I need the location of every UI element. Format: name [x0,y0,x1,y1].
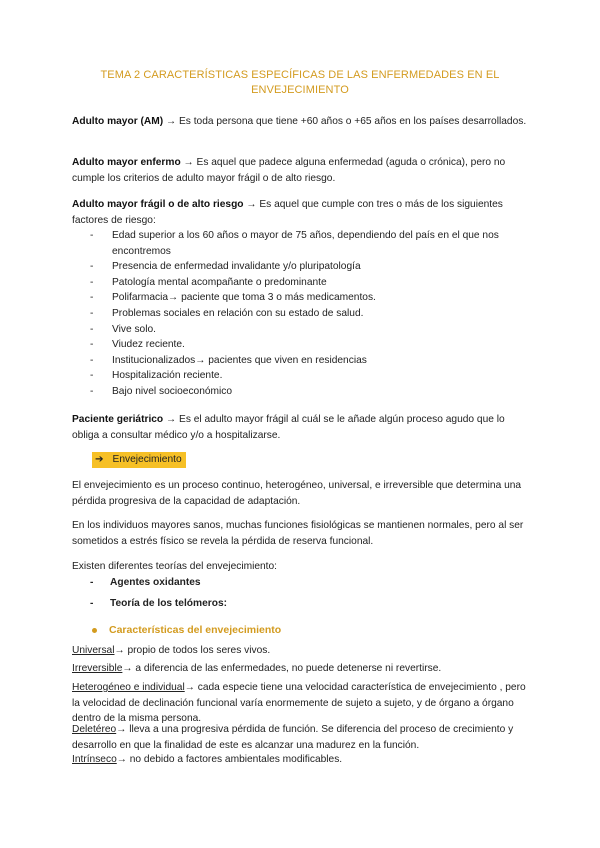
characteristic-universal [72,643,532,659]
section-heading-caracteristicas [92,624,281,636]
theory-label: Agentes oxidantes [110,577,201,588]
characteristic-intrinseco [72,752,532,768]
characteristic-text: → no debido a factores ambientales modificables. [116,754,343,765]
paragraph-teorias: Existen diferentes teorías del envejecimiento: [72,561,277,572]
term: Intrínseco [72,754,117,765]
theory-label: Teoría de los telómeros: [110,598,227,609]
section-heading-envejecimiento [92,452,186,468]
term: Deletéreo [72,724,117,735]
definition-adulto-mayor [72,114,532,130]
definition-text: → Es toda persona que tiene +60 años o +65 años en los países desarrollados. [165,116,527,127]
characteristic-deletereo [72,722,532,753]
section-label: Características del envejecimiento [109,624,282,636]
term: Adulto mayor frágil o de alto riesgo [72,199,244,210]
characteristic-text: → cada especie tiene una velocidad característica de envejecimiento , pero la velocidad de declinación funcional varía enormemente de sujeto a sujeto, y de órgano a órgano dentro de la misma persona. [72,682,526,724]
list-item: - Patología mental acompañante o predominante [90,275,532,291]
page-title: TEMA 2 CARACTERÍSTICAS ESPECÍFICAS DE LAS ENFERMEDADES EN EL ENVEJECIMIENTO [100,69,500,96]
risk-factor-list [72,228,532,400]
arrow-right-icon: ➔ [92,452,107,468]
list-item: - Bajo nivel socioeconómico [90,384,532,400]
paragraph-envejecimiento-definition: El envejecimiento es un proceso continuo, heterogéneo, universal, e irreversible que determina una pérdida progresiva de la capacidad de adaptación. [72,480,522,507]
list-item: - Vive solo. [90,322,532,338]
list-item: - Polifarmacia→ paciente que toma 3 o más medicamentos. [90,290,532,306]
term: Irreversible [72,663,123,674]
list-item: - Hospitalización reciente. [90,368,532,384]
bullet-icon [92,628,97,633]
definition-text: → Es aquel que cumple con tres o más de los siguientes factores de riesgo: [72,199,503,226]
theory-item: - Teoría de los telómeros: [90,598,227,609]
characteristic-heterogeneo [72,680,532,727]
definition-adulto-mayor-enfermo [72,155,532,186]
term: Heterogéneo e individual [72,682,185,693]
term: Universal [72,645,115,656]
list-item: - Institucionalizados→ pacientes que viven en residencias [90,353,532,369]
list-item: - Problemas sociales en relación con su estado de salud. [90,306,532,322]
term: Adulto mayor enfermo [72,157,181,168]
list-item: - Edad superior a los 60 años o mayor de 75 años, dependiendo del país en el que nos encontremos [90,228,532,259]
definition-text: → Es aquel que padece alguna enfermedad (aguda o crónica), pero no cumple los criterios de adulto mayor frágil o de alto riesgo. [72,157,506,184]
paragraph-individuos-sanos: En los individuos mayores sanos, muchas funciones fisiológicas se mantienen normales, pero al ser sometidos a estrés físico se revela la pérdida de reserva funcional. [72,520,524,547]
list-item: - Presencia de enfermedad invalidante y/o pluripatología [90,259,532,275]
characteristic-irreversible [72,661,532,677]
term: Adulto mayor (AM) [72,116,164,127]
definition-adulto-mayor-fragil [72,197,532,228]
characteristic-text: → propio de todos los seres vivos. [114,645,271,656]
definition-paciente-geriatrico [72,412,532,443]
section-label: Envejecimiento [107,452,186,468]
characteristic-text: → lleva a una progresiva pérdida de función. Se diferencia del proceso de crecimiento y desarrollo en que la finalidad de este es alcanzar una madurez en la función. [72,724,514,751]
theory-item: - Agentes oxidantes [90,577,201,588]
term: Paciente geriátrico [72,414,164,425]
characteristic-text: → a diferencia de las enfermedades, no puede detenerse ni revertirse. [122,663,442,674]
list-item: - Viudez reciente. [90,337,532,353]
definition-text: → Es el adulto mayor frágil al cuál se le añade algún proceso agudo que lo obliga a consultar médico y/o a hospitalizarse. [72,414,505,441]
